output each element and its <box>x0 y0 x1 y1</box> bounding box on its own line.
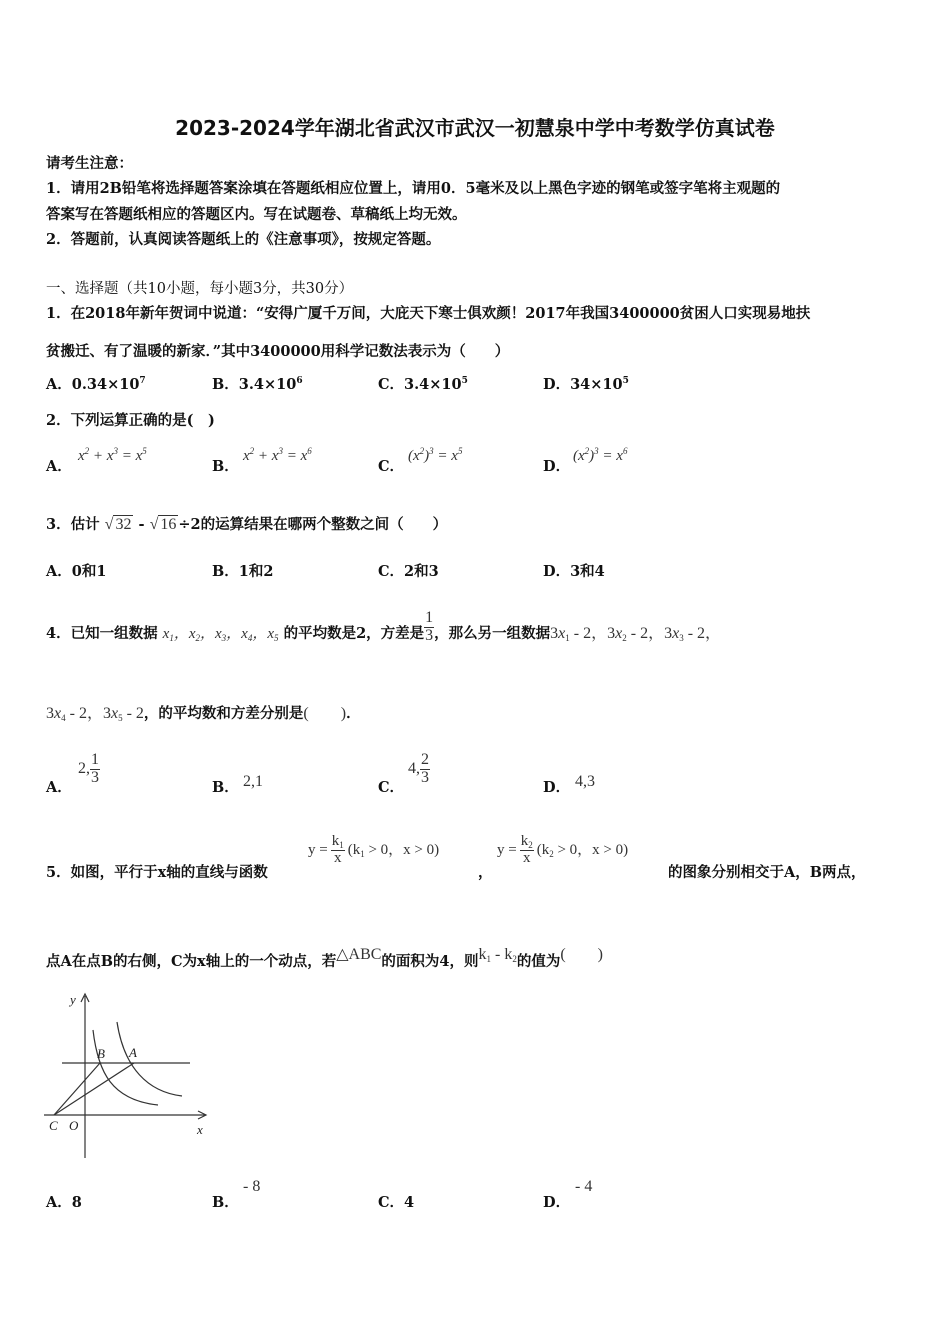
q5-stem-suffix: 的图象分别相交于A，B两点， <box>668 864 866 881</box>
q1-stem-line-1: 1．在2018年新年贺词中说道：“安得广厦千万间，大庇天下寒士俱欢颜！2017年我国3400000贫困人口实现易地扶 <box>46 305 811 322</box>
q1-option-c[interactable] <box>378 373 468 394</box>
numerator: 1 <box>425 608 434 626</box>
q5-figure <box>40 988 220 1163</box>
label-a: A <box>129 1045 137 1060</box>
q4-mid2: ，那么另一组数据 <box>434 625 551 642</box>
q3-option-b[interactable]: B．1和2 <box>212 563 274 580</box>
radicand: 32 <box>115 516 132 533</box>
q4-mid: 的平均数是2，方差是 <box>283 625 425 642</box>
function-2: y = $\frac{k_2}{x}$ ($k_2 > 0$，x > 0) <box>497 833 629 867</box>
option-label: B． <box>212 376 239 393</box>
numerator: 1 <box>91 751 99 768</box>
option-int: 4, <box>408 759 420 777</box>
notice-heading: 请考生注意： <box>46 155 133 172</box>
k-difference: $k_1 - k_2$ <box>478 946 517 964</box>
denominator: 3 <box>425 626 434 644</box>
triangle-abc: △ABC <box>336 946 382 963</box>
answer-paren: ( ) <box>560 946 603 963</box>
q4-option-d-value: 4,3 <box>575 773 595 790</box>
q4-stem-line-1 <box>46 608 722 644</box>
q5-comma: ， <box>478 864 493 881</box>
q2-option-c-formula: $(x^2)^3 = x^5$ <box>408 446 463 464</box>
data-set-x: $x_1$，$x_2$，$x_3$，$x_4$，$x_5$ <box>162 626 279 643</box>
q4-end: ，的平均数和方差分别是 <box>143 705 304 722</box>
function-1: y = $\frac{k_1}{x}$ ($k_1 > 0$，x > 0) <box>308 833 440 867</box>
q5-line2c: 的值为 <box>516 953 561 970</box>
q4-prefix: 4．已知一组数据 <box>46 625 158 642</box>
q5-line2a: 点A在点B的右侧，C为x轴上的一个动点，若 <box>46 953 337 970</box>
minus-sign: - <box>138 516 145 533</box>
q1-option-b[interactable] <box>212 373 303 394</box>
q2-stem: 2．下列运算正确的是( ) <box>46 412 215 429</box>
page-title: 2023-2024学年湖北省武汉市武汉一初慧泉中学中考数学仿真试卷 <box>175 116 775 140</box>
denominator: 3 <box>91 768 99 786</box>
q5-option-d-value: - 4 <box>575 1178 593 1195</box>
sqrt-32: √ 32 <box>104 516 132 533</box>
q3-option-a[interactable]: A．0和1 <box>46 563 107 580</box>
exponent: 6 <box>296 376 303 386</box>
label-y: y <box>70 992 76 1007</box>
option-value: 0.34×10 <box>71 376 140 393</box>
q2-option-a-formula: $x^2 + x^3 = x^5$ <box>78 446 147 464</box>
new-data-set-1: $3x_1 - 2$，$3x_2 - 2$，$3x_3 - 2$， <box>550 625 722 643</box>
option-fraction <box>90 752 100 787</box>
numerator: 2 <box>421 751 429 768</box>
q3-option-d[interactable]: D．3和4 <box>543 563 605 580</box>
q2-option-a-label[interactable]: A． <box>46 458 72 475</box>
segment-ca <box>54 1063 134 1115</box>
q2-option-b-label[interactable]: B． <box>212 458 239 475</box>
q4-option-c-value <box>408 752 430 787</box>
option-label: D． <box>543 376 571 393</box>
q3-prefix: 3．估计 <box>46 516 100 533</box>
q4-option-c-label[interactable]: C． <box>378 779 405 796</box>
exponent: 7 <box>139 376 146 386</box>
q4-option-a-label[interactable]: A． <box>46 779 72 796</box>
label-o: O <box>69 1118 79 1133</box>
q4-option-b-label[interactable]: B． <box>212 779 239 796</box>
option-label: C． <box>378 376 405 393</box>
answer-paren: ( ) <box>303 705 347 722</box>
q5-option-b-value: - 8 <box>243 1178 261 1195</box>
option-value: 34×10 <box>570 376 623 393</box>
q5-stem-line-2 <box>46 948 603 971</box>
notice-line-2: 答案写在答题纸相应的答题区内。写在试题卷、草稿纸上均无效。 <box>46 206 467 223</box>
q5-option-a[interactable]: A．8 <box>46 1194 82 1211</box>
q5-option-c[interactable]: C．4 <box>378 1194 415 1211</box>
option-value: 3.4×10 <box>404 376 462 393</box>
period: ． <box>346 705 361 722</box>
q3-stem <box>46 513 447 534</box>
q2-option-d-label[interactable]: D． <box>543 458 571 475</box>
q1-option-a[interactable] <box>46 373 146 394</box>
q1-option-d[interactable] <box>543 373 629 394</box>
exponent: 5 <box>461 376 468 386</box>
section-heading: 一、选择题（共10小题，每小题3分，共30分） <box>46 281 354 297</box>
q3-option-c[interactable]: C．2和3 <box>378 563 439 580</box>
label-b: B <box>97 1046 105 1061</box>
curve-k1 <box>117 1022 182 1096</box>
q2-option-b-formula: $x^2 + x^3 = x^6$ <box>243 446 312 464</box>
q2-option-c-label[interactable]: C． <box>378 458 405 475</box>
q4-option-a-value <box>78 752 100 787</box>
q5-option-b-label[interactable]: B． <box>212 1194 239 1211</box>
q4-option-d-label[interactable]: D． <box>543 779 571 796</box>
q1-stem-line-2: 贫搬迁、有了温暖的新家．”其中3400000用科学记数法表示为（ ） <box>46 343 510 360</box>
exponent: 5 <box>622 376 629 386</box>
label-x: x <box>197 1122 203 1137</box>
q5-line2b: 的面积为4，则 <box>381 953 479 970</box>
q3-suffix: ÷2的运算结果在哪两个整数之间（ ） <box>178 516 448 533</box>
notice-line-3: 2．答题前，认真阅读答题纸上的《注意事项》，按规定答题。 <box>46 231 441 248</box>
sqrt-16: √ 16 <box>149 516 177 533</box>
variance-fraction <box>424 610 434 645</box>
option-value: 3.4×10 <box>238 376 297 393</box>
q2-option-d-formula: $(x^2)^3 = x^6$ <box>573 446 628 464</box>
new-data-set-2: $3x_4 - 2$，$3x_5 - 2$ <box>46 705 144 723</box>
q5-option-d-label[interactable]: D． <box>543 1194 571 1211</box>
radicand: 16 <box>160 516 177 533</box>
curve-k2 <box>93 1030 158 1105</box>
option-int: 2, <box>78 759 90 777</box>
q4-stem-line-2 <box>46 700 361 723</box>
notice-line-1: 1．请用2B铅笔将选择题答案涂填在答题纸相应位置上，请用0．5毫米及以上黑色字迹的钢笔或签字笔将主观题的 <box>46 180 781 197</box>
q4-option-b-value: 2,1 <box>243 773 263 790</box>
denominator: 3 <box>421 768 429 786</box>
option-fraction <box>420 752 430 787</box>
label-c: C <box>49 1118 58 1133</box>
q5-stem-prefix: 5．如图，平行于x轴的直线与函数 <box>46 864 268 881</box>
option-label: A． <box>46 376 72 393</box>
